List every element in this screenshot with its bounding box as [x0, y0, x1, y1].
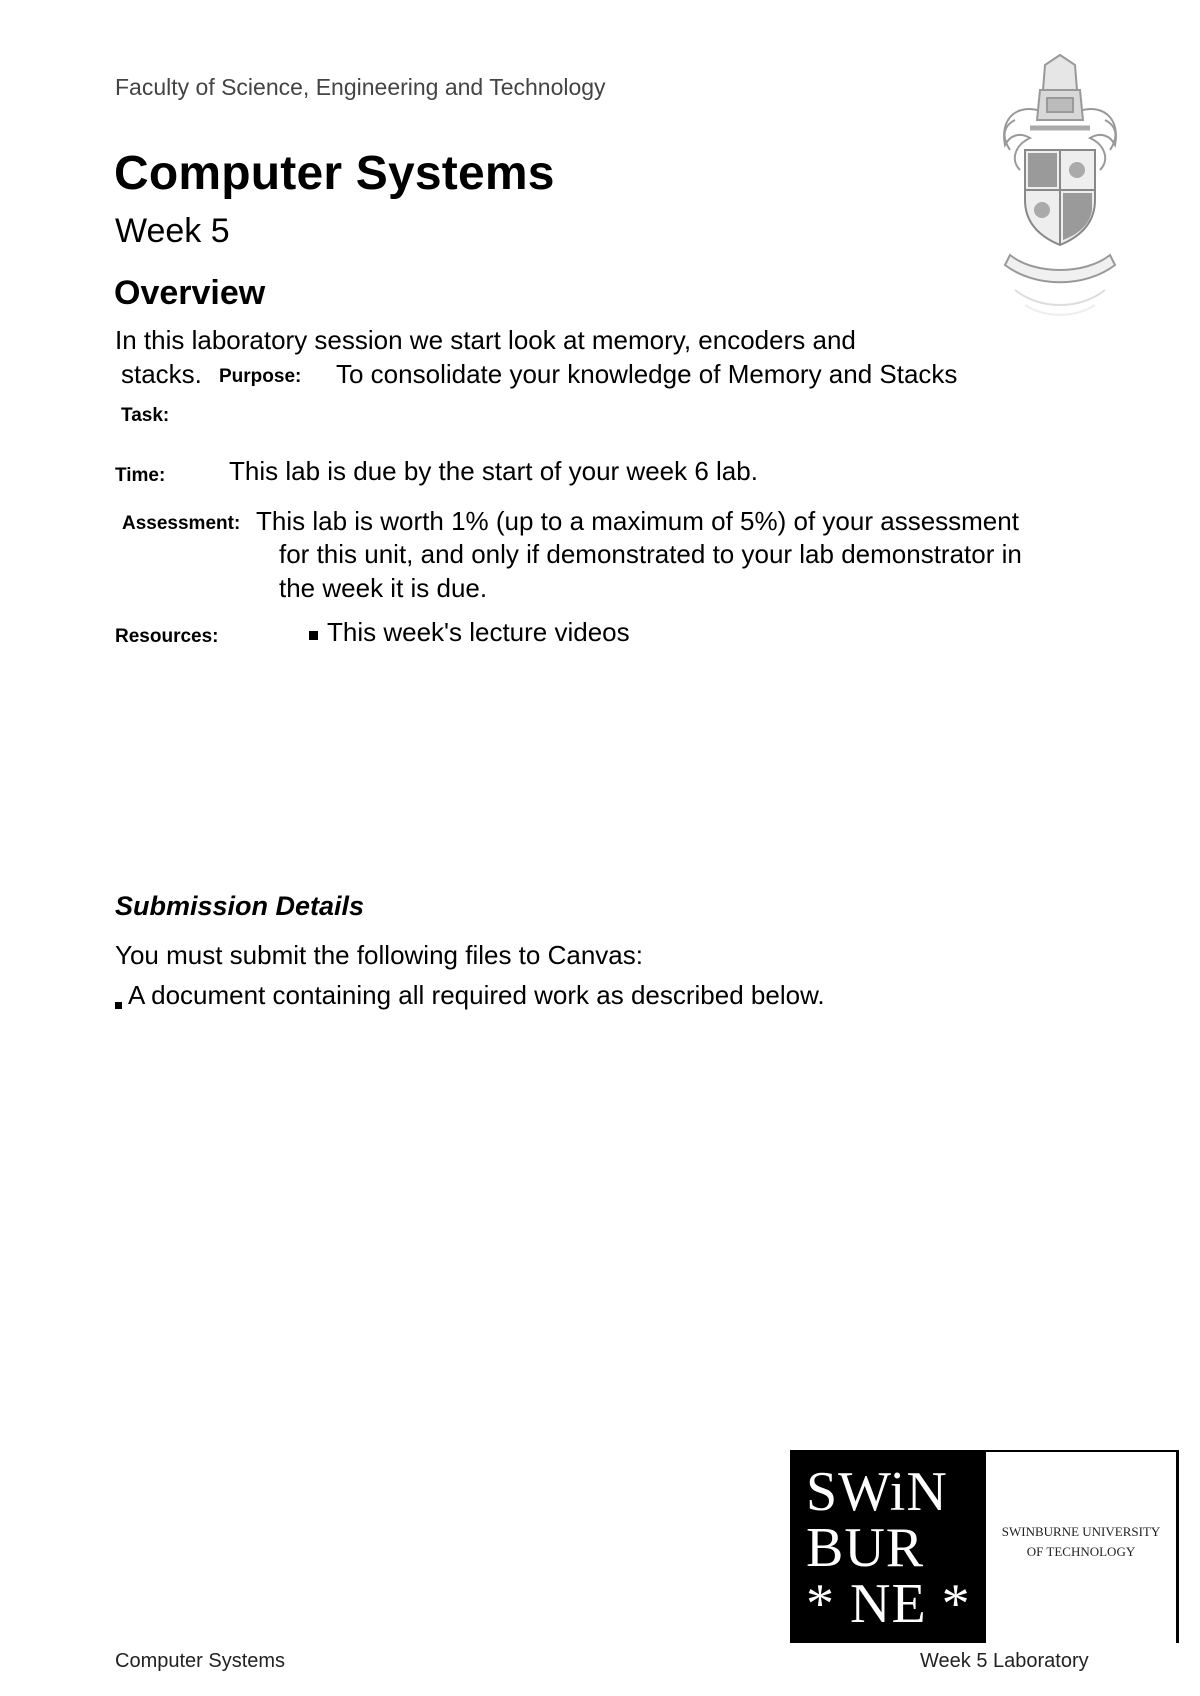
logo-line2: BUR	[806, 1517, 925, 1579]
university-crest-icon	[985, 50, 1135, 330]
time-value: This lab is due by the start of your week 6 lab.	[229, 456, 758, 486]
overview-heading: Overview	[114, 274, 266, 312]
week-label: Week 5	[115, 212, 230, 250]
page-title: Computer Systems	[114, 147, 555, 200]
logo-university-line2: OF TECHNOLOGY	[1026, 1544, 1136, 1559]
bullet-icon	[115, 1002, 122, 1009]
submission-heading: Submission Details	[115, 891, 365, 921]
submission-text: You must submit the following files to Canvas:	[115, 940, 643, 970]
logo-line1: SWiN	[806, 1461, 948, 1523]
overview-intro-line1: In this laboratory session we start look at memory, encoders and	[115, 325, 856, 355]
submission-item: A document containing all required work as described below.	[128, 980, 825, 1010]
overview-intro-line2: stacks.	[121, 359, 202, 389]
purpose-value: To consolidate your knowledge of Memory and Stacks	[336, 359, 958, 389]
logo-line3: * NE *	[806, 1573, 971, 1635]
time-label: Time:	[115, 465, 166, 486]
purpose-label: Purpose:	[219, 366, 302, 387]
assessment-line2: for this unit, and only if demonstrated to your lab demonstrator in	[279, 539, 1022, 569]
assessment-label: Assessment:	[122, 513, 241, 534]
faculty-name: Faculty of Science, Engineering and Technology	[115, 74, 606, 100]
logo-university-line1: SWINBURNE UNIVERSITY	[1001, 1524, 1161, 1539]
bullet-icon	[309, 631, 318, 640]
footer-right: Week 5 Laboratory	[920, 1650, 1089, 1672]
resources-label: Resources:	[115, 626, 219, 647]
logo-wordmark-block	[790, 1450, 986, 1643]
assessment-line1: This lab is worth 1% (up to a maximum of 5%) of your assessment	[256, 506, 1019, 536]
resources-item: This week's lecture videos	[327, 617, 630, 647]
assessment-line3: the week it is due.	[279, 573, 488, 603]
logo-university-name	[996, 1522, 1166, 1562]
task-label: Task:	[121, 405, 170, 426]
footer-left: Computer Systems	[115, 1650, 286, 1672]
swinburne-logo	[790, 1450, 1178, 1643]
